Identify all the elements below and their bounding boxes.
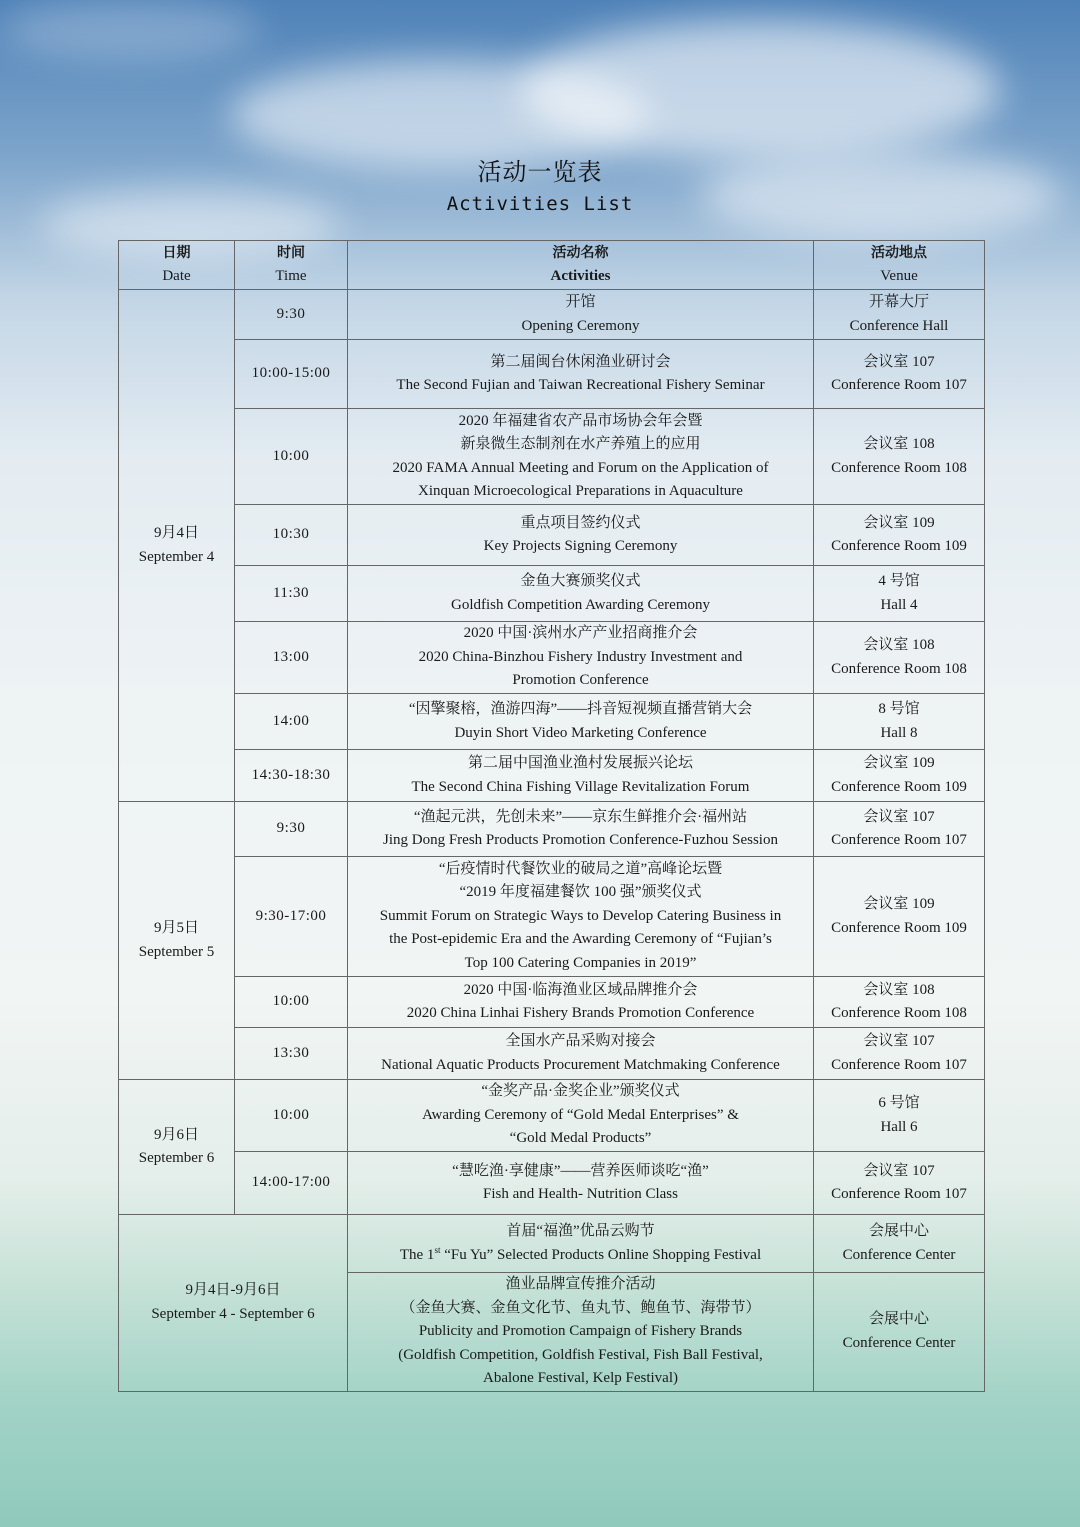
header-time: 时间 Time <box>235 241 348 290</box>
table-row <box>119 622 985 694</box>
venue-cell: 会议室 109 Conference Room 109 <box>814 750 985 802</box>
activity-cell: “慧吃渔·享健康”——营养医师谈吃“渔” Fish and Health- Nutrition Class <box>348 1152 814 1215</box>
venue-cell: 会议室 107 Conference Room 107 <box>814 340 985 409</box>
time-cell: 10:00 <box>235 977 348 1028</box>
table-row <box>119 1152 985 1215</box>
venue-cell: 会议室 107 Conference Room 107 <box>814 1028 985 1080</box>
activity-cell: 首届“福渔”优品云购节 The 1st “Fu Yu” Selected Products Online Shopping Festival <box>348 1215 814 1273</box>
activity-cell: “金奖产品·金奖企业”颁奖仪式 Awarding Ceremony of “Gold Medal Enterprises” & “Gold Medal Products” <box>348 1080 814 1152</box>
activity-cell: “渔起元洪，先创未来”——京东生鲜推介会·福州站 Jing Dong Fresh Products Promotion Conference-Fuzhou Session <box>348 802 814 857</box>
time-cell: 13:00 <box>235 622 348 694</box>
page-title-en: Activities List <box>446 193 634 215</box>
date-cell: 9月6日 September 6 <box>119 1080 235 1215</box>
activity-cell: “后疫情时代餐饮业的破局之道”高峰论坛暨 “2019 年度福建餐饮 100 强”颁奖仪式 Summit Forum on Strategic Ways to Develop Catering Business in the Post-epidemic Era and the Awarding Ceremony of “Fujian’s Top 100 Catering Companies in 2019” <box>348 857 814 977</box>
table-row <box>119 1028 985 1080</box>
table-row <box>119 977 985 1028</box>
table-row <box>119 290 985 340</box>
activity-cell: 开馆 Opening Ceremony <box>348 290 814 340</box>
table-row <box>119 340 985 409</box>
venue-cell: 会议室 108 Conference Room 108 <box>814 622 985 694</box>
table-row <box>119 409 985 505</box>
table-row <box>119 857 985 977</box>
venue-cell: 6 号馆 Hall 6 <box>814 1080 985 1152</box>
activity-cell: 第二届闽台休闲渔业研讨会 The Second Fujian and Taiwan Recreational Fishery Seminar <box>348 340 814 409</box>
venue-cell: 会议室 107 Conference Room 107 <box>814 802 985 857</box>
activity-cell: 第二届中国渔业渔村发展振兴论坛 The Second China Fishing Village Revitalization Forum <box>348 750 814 802</box>
activity-cell: 2020 中国·滨州水产产业招商推介会 2020 China-Binzhou Fishery Industry Investment and Promotion Conference <box>348 622 814 694</box>
page-title-cn: 活动一览表 <box>477 158 603 186</box>
table-header-row <box>119 241 985 290</box>
date-cell: 9月5日 September 5 <box>119 802 235 1080</box>
background-cloud <box>0 0 260 60</box>
date-cell: 9月4日-9月6日 September 4 - September 6 <box>119 1215 348 1392</box>
time-cell: 10:30 <box>235 505 348 566</box>
venue-cell: 会展中心 Conference Center <box>814 1273 985 1392</box>
time-cell: 14:00-17:00 <box>235 1152 348 1215</box>
venue-cell: 会议室 107 Conference Room 107 <box>814 1152 985 1215</box>
venue-cell: 会议室 108 Conference Room 108 <box>814 977 985 1028</box>
table-row <box>119 694 985 750</box>
venue-cell: 8 号馆 Hall 8 <box>814 694 985 750</box>
table-row <box>119 802 985 857</box>
time-cell: 11:30 <box>235 566 348 622</box>
activity-cell: 全国水产品采购对接会 National Aquatic Products Procurement Matchmaking Conference <box>348 1028 814 1080</box>
header-date: 日期 Date <box>119 241 235 290</box>
activity-cell: 渔业品牌宣传推介活动 （金鱼大赛、金鱼文化节、鱼丸节、鲍鱼节、海带节） Publicity and Promotion Campaign of Fishery Brands (Goldfish Competition, Goldfish Festival, Fish Ball Festival, Abalone Festival, Kelp Festival) <box>348 1273 814 1392</box>
time-cell: 14:30-18:30 <box>235 750 348 802</box>
header-venue: 活动地点 Venue <box>814 241 985 290</box>
time-cell: 10:00 <box>235 1080 348 1152</box>
venue-cell: 会议室 109 Conference Room 109 <box>814 505 985 566</box>
time-cell: 10:00 <box>235 409 348 505</box>
background-cloud <box>520 20 1000 160</box>
date-cell: 9月4日 September 4 <box>119 290 235 802</box>
activity-cell: 金鱼大赛颁奖仪式 Goldfish Competition Awarding Ceremony <box>348 566 814 622</box>
time-cell: 14:00 <box>235 694 348 750</box>
time-cell: 9:30-17:00 <box>235 857 348 977</box>
activity-cell: 重点项目签约仪式 Key Projects Signing Ceremony <box>348 505 814 566</box>
activity-cell: “因擎聚榕，渔游四海”——抖音短视频直播营销大会 Duyin Short Video Marketing Conference <box>348 694 814 750</box>
table-row <box>119 1080 985 1152</box>
venue-cell: 会议室 109 Conference Room 109 <box>814 857 985 977</box>
venue-cell: 会展中心 Conference Center <box>814 1215 985 1273</box>
venue-cell: 开幕大厅 Conference Hall <box>814 290 985 340</box>
table-row <box>119 566 985 622</box>
venue-cell: 会议室 108 Conference Room 108 <box>814 409 985 505</box>
table-row <box>119 750 985 802</box>
activity-cell: 2020 中国·临海渔业区域品牌推介会 2020 China Linhai Fishery Brands Promotion Conference <box>348 977 814 1028</box>
table-row <box>119 505 985 566</box>
table-row <box>119 1215 985 1273</box>
activity-cell: 2020 年福建省农产品市场协会年会暨 新泉微生态制剂在水产养殖上的应用 2020 FAMA Annual Meeting and Forum on the Application of Xinquan Microecological Preparations in Aquaculture <box>348 409 814 505</box>
header-activities: 活动名称 Activities <box>348 241 814 290</box>
time-cell: 9:30 <box>235 802 348 857</box>
activities-table <box>118 240 985 1392</box>
page-heading <box>0 152 1080 215</box>
time-cell: 13:30 <box>235 1028 348 1080</box>
time-cell: 10:00-15:00 <box>235 340 348 409</box>
venue-cell: 4 号馆 Hall 4 <box>814 566 985 622</box>
time-cell: 9:30 <box>235 290 348 340</box>
